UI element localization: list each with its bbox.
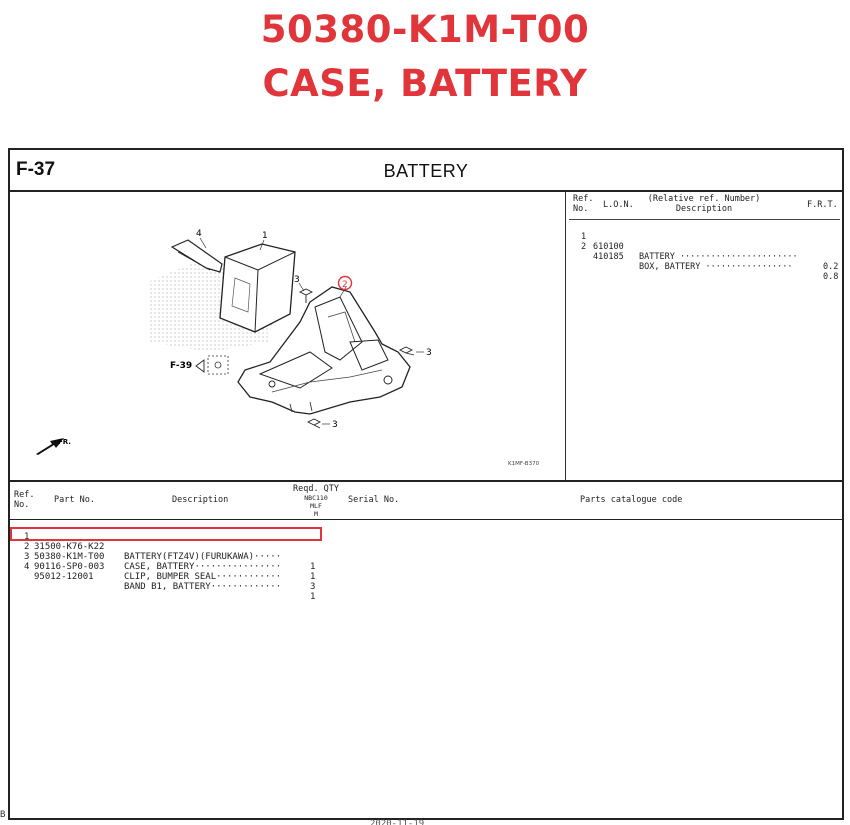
- part-number-heading: 50380-K1M-T00: [260, 8, 590, 51]
- col-ref: Ref. No.: [14, 490, 35, 510]
- parts-row: 4 95012-12001 BAND B1, BATTERY············· 1: [24, 562, 316, 602]
- ref-figure-label: F-39: [170, 361, 193, 371]
- ref-col-frt: F.R.T.: [807, 200, 838, 210]
- parts-table-header: [10, 480, 842, 520]
- ref-row: 2 410185 BOX, BATTERY ················· 0.8: [581, 242, 839, 282]
- ref-col-lon: L.O.N.: [603, 200, 634, 210]
- exploded-diagram: [10, 192, 566, 480]
- ref-arrow-icon: [196, 360, 204, 372]
- figure-title-bar: [10, 150, 842, 192]
- parts-sheet: [8, 148, 844, 820]
- ref-col-ref: Ref. No.: [573, 194, 594, 214]
- footer-date: 2020-11-19: [370, 819, 425, 825]
- parts-row: 3 90116-SP0-003 CLIP, BUMPER SEAL············ 3: [24, 552, 316, 592]
- part-name-heading: CASE, BATTERY: [262, 62, 588, 105]
- drawing-code: K1MF-B370: [508, 461, 540, 467]
- col-serial: Serial No.: [348, 495, 400, 505]
- diagram-svg: [10, 192, 566, 480]
- callout-1: 1: [262, 231, 268, 241]
- parts-row-selected[interactable]: 2 50380-K1M-T00 CASE, BATTERY················ 1: [24, 542, 316, 582]
- col-catalogue: Parts catalogue code: [580, 495, 683, 505]
- figure-title: BATTERY: [383, 161, 469, 181]
- ref-number-panel: [567, 192, 842, 480]
- figure-code: F-37: [16, 159, 56, 180]
- ref-part-box: [208, 356, 228, 374]
- highlight-box: [10, 527, 322, 541]
- callout-3c: 3: [332, 420, 338, 430]
- parts-row: 1 31500-K76-K22 BATTERY(FTZ4V)(FURUKAWA)····· 1: [24, 532, 316, 572]
- battery-drawing: [220, 244, 295, 332]
- ref-col-desc: (Relative ref. Number) Description: [647, 194, 761, 214]
- ref-row: 1 610100 BATTERY ······················· 0.2: [581, 232, 839, 272]
- callout-4: 4: [196, 229, 202, 239]
- callout-2: 2: [342, 280, 348, 290]
- col-qty: Reqd. QTY NBC110 MLF M: [292, 484, 340, 518]
- callout-3b: 3: [426, 348, 432, 358]
- corner-mark: B: [0, 810, 6, 820]
- front-label: FR.: [58, 438, 71, 446]
- callout-3a: 3: [294, 275, 300, 285]
- col-part-no: Part No.: [54, 495, 95, 505]
- col-description: Description: [172, 495, 229, 505]
